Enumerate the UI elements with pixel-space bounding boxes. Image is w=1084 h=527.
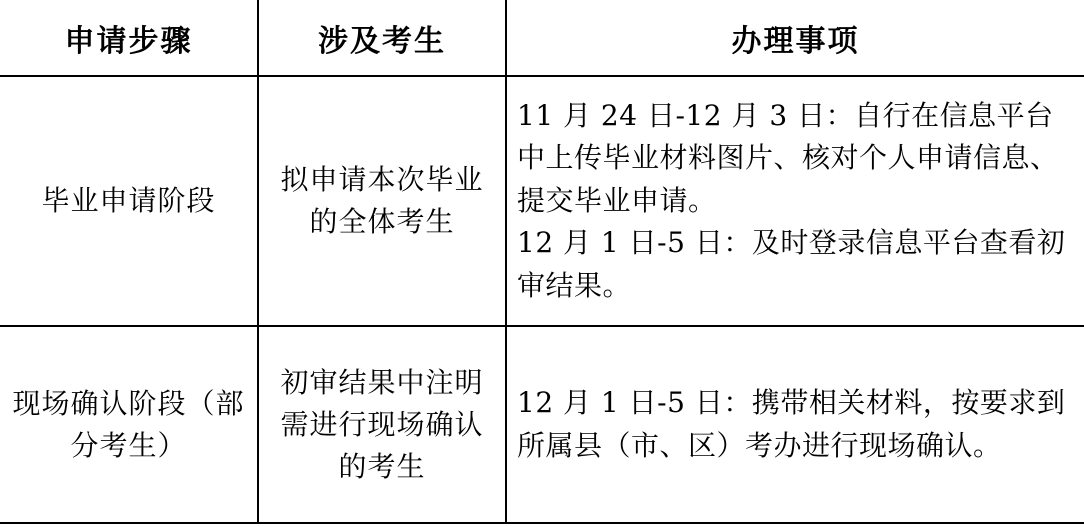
task-line: 12 月 1 日-5 日：及时登录信息平台查看初审结果。 <box>517 226 1066 302</box>
table-header-row <box>0 0 1084 76</box>
task-line: 12 月 1 日-5 日：携带相关材料，按要求到所属县（市、区）考办进行现场确认。 <box>517 385 1066 462</box>
table-row <box>0 326 1084 523</box>
task-line: 11 月 24 日-12 月 3 日：自行在信息平台中上传毕业材料图片、核对个人申请信息、提交毕业申请。 <box>517 98 1059 217</box>
column-header-step: 申请步骤 <box>0 0 258 76</box>
cell-step-onsite-confirmation: 现场确认阶段（部分考生） <box>0 326 258 523</box>
cell-candidates-graduation-application: 拟申请本次毕业的全体考生 <box>258 76 506 326</box>
column-header-candidates: 涉及考生 <box>258 0 506 76</box>
cell-tasks-onsite-confirmation <box>506 326 1084 523</box>
cell-tasks-graduation-application <box>506 76 1084 326</box>
cell-step-graduation-application: 毕业申请阶段 <box>0 76 258 326</box>
table-body <box>0 76 1084 523</box>
table-header <box>0 0 1084 76</box>
column-header-tasks: 办理事项 <box>506 0 1084 76</box>
table-row <box>0 76 1084 326</box>
cell-candidates-onsite-confirmation: 初审结果中注明需进行现场确认的考生 <box>258 326 506 523</box>
